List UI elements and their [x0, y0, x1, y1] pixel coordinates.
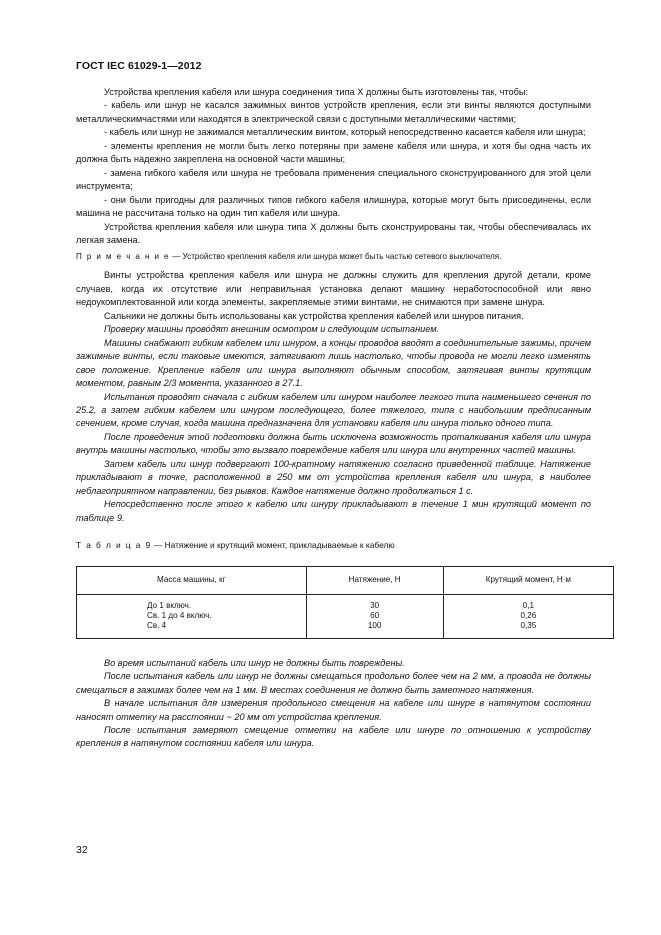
- tension-value: 30: [370, 600, 380, 610]
- torque-cell: [443, 594, 613, 638]
- mass-cell: [77, 594, 307, 638]
- paragraph: В начале испытания для измерения продольного смещения на кабеле или шнуре в натянутом состоянии наносят отметку на расстоянии ~ 20 мм от устройства крепления.: [76, 698, 591, 722]
- table-caption-label: Т а б л и ц а 9: [76, 540, 152, 551]
- paragraph: Винты устройства крепления кабеля или шнура не должны служить для крепления другой детали, кроме случаев, когда их отсутствие или неправильная установка делают машину неработоспособной или явно недоукомплектованной или когда элементы, закрепляемые этими винтами, не снимаются при замене шнура.: [76, 270, 591, 308]
- paragraph: Испытания проводят сначала с гибким кабелем или шнуром наиболее легкого типа наименьшего сечения по 25.2, а затем гибким кабелем или шнуром последующего, более тяжелого, типа с наибольшим предписанным сечением, кроме случая, когда машина предназначена для установки кабеля или шнура только одного типа.: [76, 391, 591, 429]
- table-body-row: [77, 594, 614, 638]
- paragraph: После проведения этой подготовки должна быть исключена возможность проталкивания кабеля или шнура внутрь машины настолько, чтобы это вызвало повреждение кабеля или шнура или внутренних частей машины.: [76, 431, 591, 456]
- page-number: 32: [76, 844, 88, 856]
- paragraph: - они были пригодны для различных типов гибкого кабеля илишнура, которые могут быть присоединены, если машина не рассчитана только на один тип кабеля или шнура.: [76, 194, 591, 219]
- tension-cell: [306, 594, 443, 638]
- test-procedure-section: [76, 269, 591, 525]
- paragraph: Проверку машины проводят внешним осмотром и следующим испытанием.: [104, 324, 440, 335]
- paragraph: - кабель или шнур не зажимался металлическим винтом, который непосредственно касается кабеля или шнура;: [104, 127, 586, 138]
- paragraph: Сальники не должны быть использованы как устройства крепления кабелей или шнуров питания.: [104, 310, 524, 321]
- header-torque: Крутящий момент, Н·м: [443, 566, 613, 594]
- paragraph: После испытания кабель или шнур не должны смещаться продольно более чем на 2 мм, а провода не должны смещаться в зажимах более чем на 1 мм. В местах соединения не должно быть заметного натяжения.: [76, 671, 591, 695]
- note-text: — Устройство крепления кабеля или шнура может быть частью сетевого выключателя.: [169, 252, 502, 262]
- document-body: [76, 86, 591, 751]
- paragraph: После испытания замеряют смещение отметки на кабеле или шнуре по отношению к устройству крепления в натянутом состоянии кабеля или шнура.: [76, 724, 591, 749]
- header-mass: Масса машины, кг: [77, 566, 307, 594]
- paragraph: - кабель или шнур не касался зажимных винтов устройств крепления, если эти винты являются доступными металлическимчастями или находятся в электрической связи с доступными металлическими частями;: [76, 100, 591, 124]
- mass-value: До 1 включ.: [147, 600, 192, 610]
- note: [76, 251, 591, 263]
- tension-value: 100: [367, 621, 382, 631]
- document-header: ГОСТ IEC 61029-1—2012: [76, 60, 202, 72]
- paragraph: Во время испытаний кабель или шнур не должны быть повреждены.: [104, 657, 405, 668]
- tension-torque-table: [76, 566, 614, 639]
- paragraph: Непосредственно после этого к кабелю или шнуру прикладывают в течение 1 мин крутящий момент по таблице 9.: [76, 499, 591, 523]
- table-caption-text: — Натяжение и крутящий момент, прикладываемые к кабелю: [151, 540, 395, 551]
- note-label: П р и м е ч а н и е: [76, 252, 170, 262]
- torque-value: 0,35: [520, 621, 537, 631]
- mass-value: Св. 4: [147, 621, 167, 631]
- table-caption: [76, 539, 591, 552]
- paragraph: Затем кабель или шнур подвергают 100-кратному натяжению согласно приведенной таблице. Натяжение прикладывают в точке, расположенной в 250 мм от устройства крепления кабеля или шнура, в наиболее неблагоприятном направлении, без рывков. Каждое натяжение должно продолжаться 1 с.: [76, 458, 591, 496]
- tension-value: 60: [370, 610, 380, 620]
- table-header-row: [77, 566, 614, 594]
- torque-value: 0,26: [520, 610, 537, 620]
- paragraph: - элементы крепления не могли быть легко потеряны при замене кабеля или шнура, и хотя бы одна часть их должна быть надежно закреплена на основной части машины;: [76, 140, 591, 165]
- paragraph: Машины снабжают гибким кабелем или шнуром, а концы проводов вводят в соединительные зажимы, причем зажимные винты, если таковые имеются, затягивают лишь настолько, чтобы провода не могли легко изменять свое положение. Крепление кабеля или шнура выполняют обычным способом, затягивая винты крутящим моментом, равным 2/3 момента, указанного в 27.1.: [76, 337, 591, 389]
- requirements-section: [76, 86, 591, 247]
- mass-value: Св. 1 до 4 включ.: [147, 610, 212, 620]
- paragraph: - замена гибкого кабеля или шнура не требовала применения специального сконструированного для этой цели инструмента;: [76, 167, 591, 192]
- results-section: [76, 657, 591, 751]
- paragraph: Устройства крепления кабеля или шнура соединения типа X должны быть изготовлены так, чтобы:: [104, 87, 529, 97]
- paragraph: Устройства крепления кабеля или шнура типа X должны быть сконструированы так, чтобы обеспечивалась их легкая замена.: [76, 221, 591, 245]
- header-tension: Натяжение, Н: [306, 566, 443, 594]
- torque-value: 0,1: [522, 600, 534, 610]
